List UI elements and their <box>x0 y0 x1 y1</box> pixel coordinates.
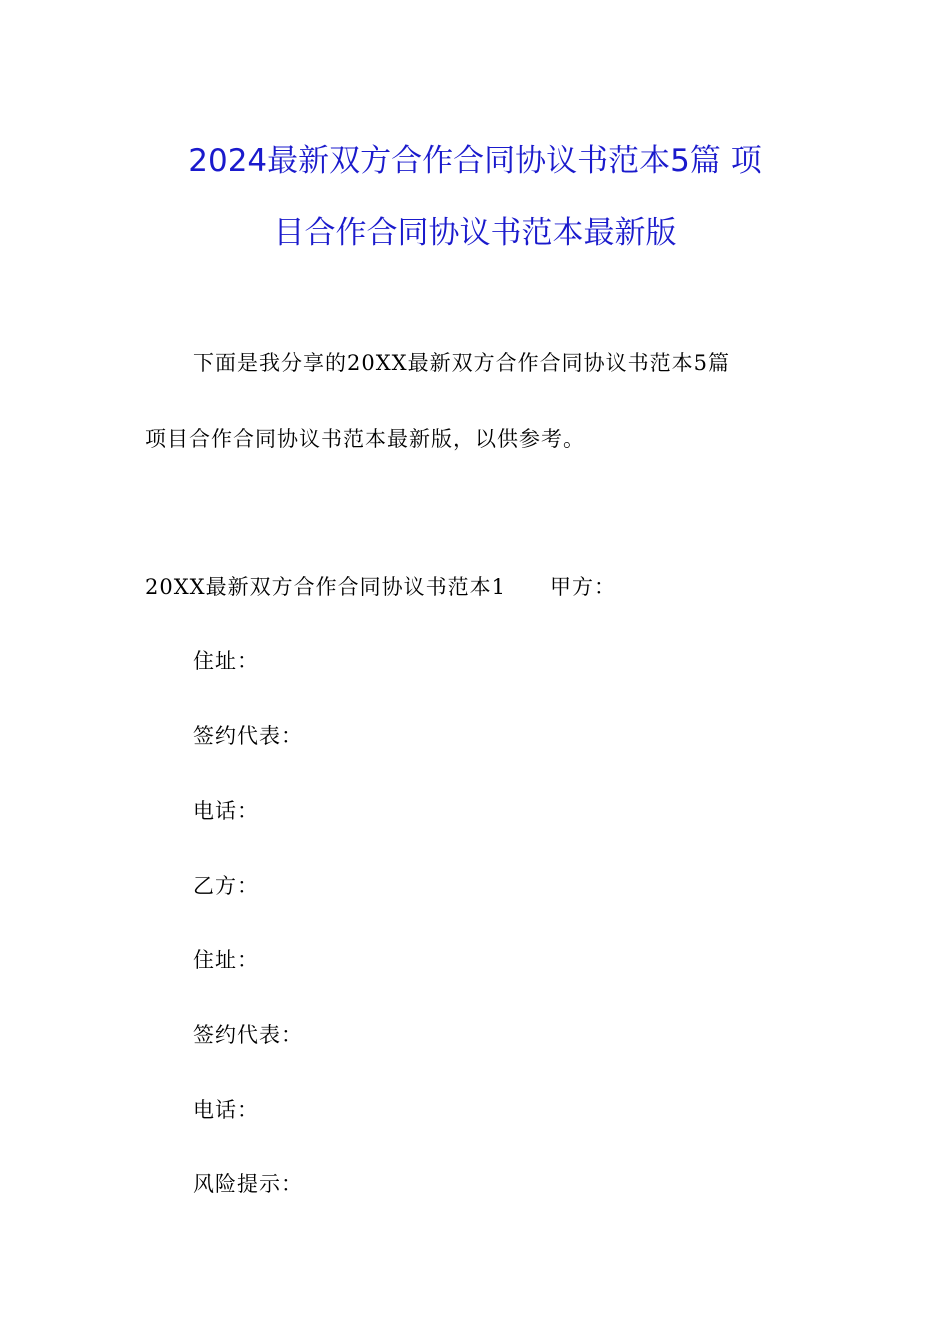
section-heading <box>145 571 616 601</box>
party-b-phone-field: 电话： <box>193 1098 259 1122</box>
party-a-address-field: 住址： <box>193 649 259 673</box>
party-a-label: 甲方： <box>549 575 616 599</box>
risk-notice-field: 风险提示： <box>193 1172 303 1196</box>
party-a-phone-field: 电话： <box>193 799 259 823</box>
section-title: 20XX最新双方合作合同协议书范本1 <box>145 575 506 599</box>
party-b-representative-field: 签约代表： <box>193 1023 303 1047</box>
party-b-address-field: 住址： <box>193 948 259 972</box>
intro-paragraph-line-1: 下面是我分享的20XX最新双方合作合同协议书范本5篇 <box>193 351 730 375</box>
party-a-representative-field: 签约代表： <box>193 724 303 748</box>
document-title-line-2: 目合作合同协议书范本最新版 <box>273 215 677 251</box>
party-b-label: 乙方： <box>193 874 259 898</box>
document-title-line-1: 2024最新双方合作合同协议书范本5篇 项 <box>188 143 762 179</box>
intro-paragraph-line-2: 项目合作合同协议书范本最新版，以供参考。 <box>145 427 585 451</box>
